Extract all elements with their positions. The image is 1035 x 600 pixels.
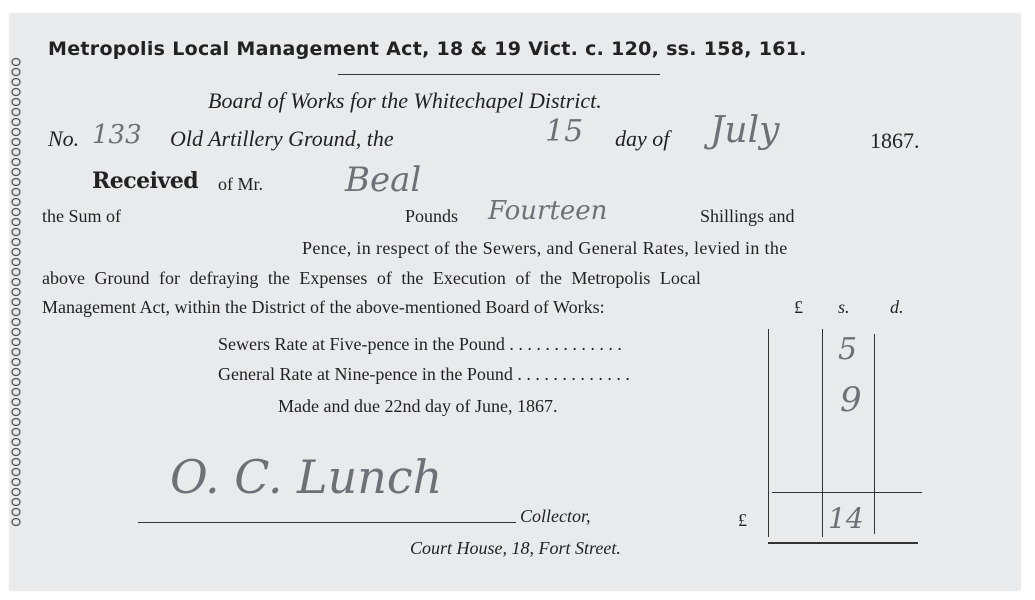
receipt-number-label: No. [48,126,80,151]
col-pounds-header: £ [794,297,803,317]
sewers-rate-shillings: 5 [838,332,858,367]
place-label: Old Artillery Ground, the [170,126,394,151]
shillings-written: Fourteen [488,196,608,226]
received-label: Received [92,168,199,194]
col-shillings-header: s. [838,297,850,317]
board-title: Board of Works for the Whitechapel District. [208,88,602,113]
rate-receipt [10,14,1020,590]
col-pence-header: d. [890,297,904,317]
shillings-label: Shillings and [700,206,795,226]
heading-rule [338,74,660,75]
collector-address: Court House, 18, Fort Street. [410,538,621,558]
payer-name: Beal [345,160,422,200]
day-value: 15 [545,114,584,149]
sewers-rate-label: Sewers Rate at Five-pence in the Pound . . . . . . . . . . . . . [218,334,622,354]
total-shillings: 14 [828,502,864,535]
pounds-label: Pounds [405,206,459,226]
year-label: 1867. [870,128,920,153]
general-rate-shillings: 9 [840,380,862,420]
sum-of-label: the Sum of [42,206,121,226]
signature-line [138,522,516,523]
amount-column-pence [874,334,875,534]
body-line-3: Management Act, within the District of the above-mentioned Board of Works: [42,297,605,317]
general-rate-label: General Rate at Nine-pence in the Pound . . . . . . . . . . . . . [218,364,630,384]
body-line-1: Pence, in respect of the Sewers, and General Rates, levied in the [302,238,788,258]
receipt-number-value: 133 [92,120,142,150]
binding-perforation [10,54,24,534]
collector-label: Collector, [520,506,591,526]
body-line-2: above Ground for defraying the Expenses of the Execution of the Metropolis Local [42,268,701,288]
subtotal-rule [772,492,922,493]
of-mr-label: of Mr. [218,174,263,194]
collector-signature: O. C. Lunch [170,450,443,504]
day-of-label: day of [615,126,670,151]
amount-column-left [768,329,769,537]
act-heading: Metropolis Local Management Act, 18 & 19 Vict. c. 120, ss. 158, 161. [48,38,807,60]
month-value: July [710,110,780,151]
total-rule [768,542,918,544]
total-pound-symbol: £ [738,510,747,530]
amount-column-shillings [822,329,823,537]
made-due-label: Made and due 22nd day of June, 1867. [278,396,558,416]
